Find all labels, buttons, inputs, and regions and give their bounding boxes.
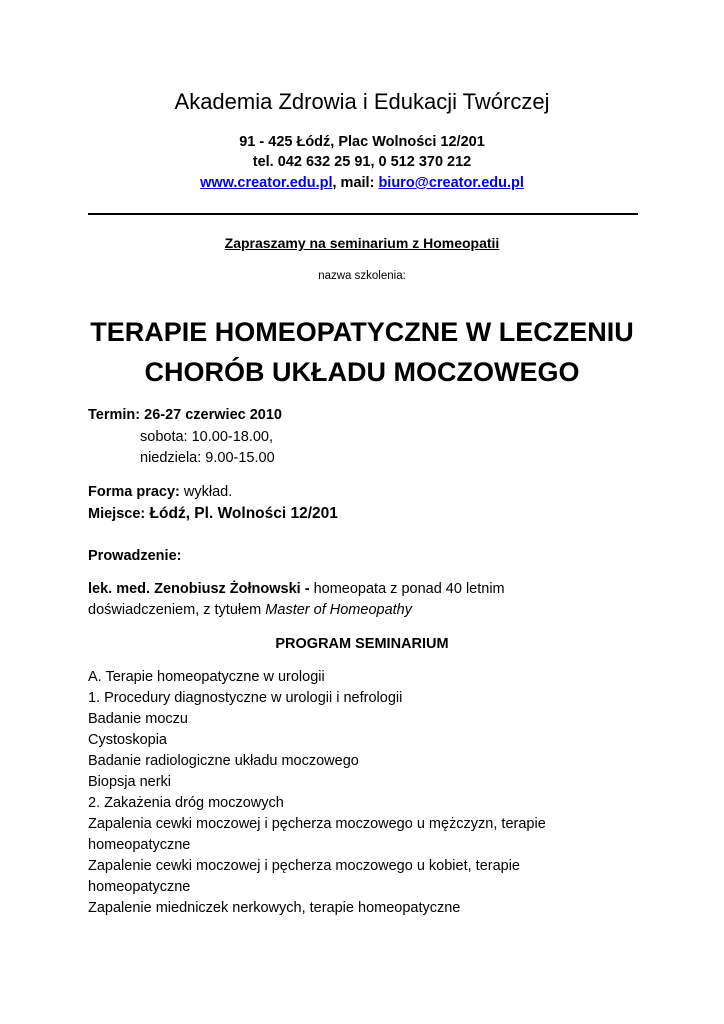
list-item: homeopatyczne xyxy=(88,837,191,853)
lecturer-desc2: doświadczeniem, z tytułem xyxy=(88,602,266,618)
list-item: Zapalenie cewki moczowej i pęcherza moczowego u kobiet, terapie xyxy=(88,858,520,874)
list-item: Badanie moczu xyxy=(88,711,188,727)
lecturer-name: lek. med. Zenobiusz Żołnowski - xyxy=(88,581,310,597)
list-item: homeopatyczne xyxy=(88,879,191,895)
header-divider xyxy=(88,213,638,215)
list-item: 2. Zakażenia dróg moczowych xyxy=(88,795,284,811)
termin-label: Termin: 26-27 czerwiec 2010 xyxy=(88,407,282,423)
program-heading: PROGRAM SEMINARIUM xyxy=(275,636,449,652)
lecturer-title: Master of Homeopathy xyxy=(265,602,412,618)
program-list xyxy=(88,667,648,919)
org-address: 91 - 425 Łódź, Plac Wolności 12/201 xyxy=(239,134,485,150)
email-link[interactable]: biuro@creator.edu.pl xyxy=(378,175,524,191)
termin-saturday: sobota: 10.00-18.00, xyxy=(140,429,274,445)
course-name-label: nazwa szkolenia: xyxy=(318,270,406,282)
list-item: Cystoskopia xyxy=(88,732,167,748)
lecturer-line2 xyxy=(88,600,412,621)
forma-value: wykład. xyxy=(179,484,233,500)
invite-line xyxy=(0,233,724,253)
list-item: 1. Procedury diagnostyczne w urologii i nefrologii xyxy=(88,690,403,706)
mail-label: , mail: xyxy=(332,175,379,191)
course-title-line2: CHORÓB UKŁADU MOCZOWEGO xyxy=(144,357,580,387)
org-contact-line xyxy=(0,173,724,193)
org-phone: tel. 042 632 25 91, 0 512 370 212 xyxy=(252,154,472,170)
prowadzenie-label: Prowadzenie: xyxy=(88,548,182,564)
course-title-line1: TERAPIE HOMEOPATYCZNE W LECZENIU xyxy=(90,317,634,347)
lecturer-line1 xyxy=(88,579,505,600)
miejsce xyxy=(88,503,338,525)
miejsce-value: Łódź, Pl. Wolności 12/201 xyxy=(145,505,338,522)
forma-pracy xyxy=(88,482,232,503)
miejsce-label: Miejsce: xyxy=(88,506,146,522)
list-item: Badanie radiologiczne układu moczowego xyxy=(88,753,359,769)
termin-sunday: niedziela: 9.00-15.00 xyxy=(140,450,275,466)
org-name: Akademia Zdrowia i Edukacji Twórczej xyxy=(174,89,550,114)
website-link[interactable]: www.creator.edu.pl xyxy=(200,175,333,191)
course-title xyxy=(0,312,724,392)
list-item: Biopsja nerki xyxy=(88,774,172,790)
list-item: A. Terapie homeopatyczne w urologii xyxy=(88,669,325,685)
list-item: Zapalenia cewki moczowej i pęcherza moczowego u mężczyzn, terapie xyxy=(88,816,546,832)
forma-label: Forma pracy: xyxy=(88,484,180,500)
invite-text: Zapraszamy na seminarium z Homeopatii xyxy=(224,235,500,251)
list-item: Zapalenie miedniczek nerkowych, terapie homeopatyczne xyxy=(88,900,461,916)
lecturer-desc1: homeopata z ponad 40 letnim xyxy=(309,581,505,597)
